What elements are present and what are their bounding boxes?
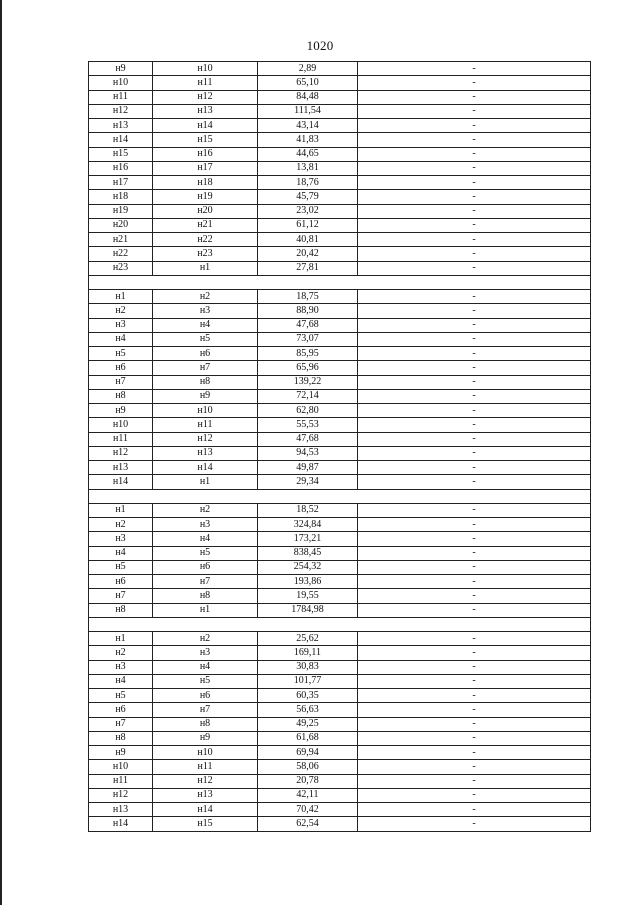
- length-cell: 18,75: [258, 290, 358, 304]
- point-to-cell: н6: [153, 689, 258, 703]
- point-from-cell: н2: [89, 518, 153, 532]
- length-cell: 49,87: [258, 461, 358, 475]
- point-to-cell: н15: [153, 133, 258, 147]
- note-cell: -: [358, 646, 591, 660]
- note-cell: -: [358, 304, 591, 318]
- point-from-cell: н7: [89, 717, 153, 731]
- page-left-border: [0, 0, 2, 905]
- length-cell: 20,78: [258, 774, 358, 788]
- table-row: [89, 247, 591, 261]
- length-cell: 169,11: [258, 646, 358, 660]
- point-to-cell: н1: [153, 475, 258, 489]
- point-from-cell: н14: [89, 475, 153, 489]
- table-row: [89, 760, 591, 774]
- length-cell: 44,65: [258, 147, 358, 161]
- table-row: [89, 632, 591, 646]
- note-cell: -: [358, 774, 591, 788]
- point-to-cell: н9: [153, 731, 258, 745]
- point-to-cell: н12: [153, 432, 258, 446]
- note-cell: -: [358, 404, 591, 418]
- table-row: [89, 646, 591, 660]
- note-cell: -: [358, 446, 591, 460]
- length-cell: 65,96: [258, 361, 358, 375]
- note-cell: -: [358, 290, 591, 304]
- point-to-cell: н6: [153, 347, 258, 361]
- table-row: [89, 318, 591, 332]
- table-row: [89, 774, 591, 788]
- point-to-cell: н4: [153, 318, 258, 332]
- table-row: [89, 689, 591, 703]
- point-to-cell: н7: [153, 575, 258, 589]
- point-to-cell: н21: [153, 218, 258, 232]
- table-row: [89, 746, 591, 760]
- length-cell: 29,34: [258, 475, 358, 489]
- point-to-cell: н1: [153, 261, 258, 275]
- point-to-cell: н14: [153, 803, 258, 817]
- length-cell: 2,89: [258, 62, 358, 76]
- point-from-cell: н4: [89, 674, 153, 688]
- length-cell: 47,68: [258, 318, 358, 332]
- point-to-cell: н14: [153, 119, 258, 133]
- note-cell: -: [358, 803, 591, 817]
- length-cell: 49,25: [258, 717, 358, 731]
- length-cell: 61,12: [258, 218, 358, 232]
- table-row: [89, 731, 591, 745]
- table-row: [89, 104, 591, 118]
- group-separator-row: [89, 489, 591, 503]
- point-to-cell: н5: [153, 332, 258, 346]
- point-from-cell: н9: [89, 404, 153, 418]
- point-from-cell: н2: [89, 304, 153, 318]
- point-from-cell: н5: [89, 347, 153, 361]
- group-separator-cell: [89, 489, 591, 503]
- point-from-cell: н3: [89, 532, 153, 546]
- point-to-cell: н14: [153, 461, 258, 475]
- length-cell: 65,10: [258, 76, 358, 90]
- table-row: [89, 389, 591, 403]
- note-cell: -: [358, 560, 591, 574]
- point-to-cell: н2: [153, 290, 258, 304]
- table-row: [89, 304, 591, 318]
- point-from-cell: н9: [89, 62, 153, 76]
- point-to-cell: н8: [153, 717, 258, 731]
- point-to-cell: н13: [153, 446, 258, 460]
- point-to-cell: н13: [153, 788, 258, 802]
- point-from-cell: н20: [89, 218, 153, 232]
- point-to-cell: н8: [153, 375, 258, 389]
- table-row: [89, 233, 591, 247]
- note-cell: -: [358, 603, 591, 617]
- table-row: [89, 204, 591, 218]
- point-from-cell: н6: [89, 361, 153, 375]
- table-row: [89, 532, 591, 546]
- point-to-cell: н11: [153, 76, 258, 90]
- length-cell: 62,80: [258, 404, 358, 418]
- note-cell: -: [358, 332, 591, 346]
- note-cell: -: [358, 247, 591, 261]
- point-from-cell: н4: [89, 332, 153, 346]
- length-cell: 58,06: [258, 760, 358, 774]
- point-to-cell: н7: [153, 361, 258, 375]
- note-cell: -: [358, 689, 591, 703]
- table-row: [89, 261, 591, 275]
- page-number: 1020: [306, 38, 334, 53]
- group-separator-cell: [89, 275, 591, 289]
- point-to-cell: н11: [153, 760, 258, 774]
- table-row: [89, 432, 591, 446]
- note-cell: -: [358, 347, 591, 361]
- length-cell: 70,42: [258, 803, 358, 817]
- point-from-cell: н12: [89, 788, 153, 802]
- point-to-cell: н1: [153, 603, 258, 617]
- note-cell: -: [358, 674, 591, 688]
- table-row: [89, 518, 591, 532]
- point-to-cell: н6: [153, 560, 258, 574]
- length-cell: 20,42: [258, 247, 358, 261]
- note-cell: -: [358, 218, 591, 232]
- point-from-cell: н1: [89, 632, 153, 646]
- length-cell: 30,83: [258, 660, 358, 674]
- point-to-cell: н3: [153, 304, 258, 318]
- note-cell: -: [358, 746, 591, 760]
- length-cell: 13,81: [258, 161, 358, 175]
- length-cell: 72,14: [258, 389, 358, 403]
- point-from-cell: н8: [89, 603, 153, 617]
- point-to-cell: н12: [153, 774, 258, 788]
- note-cell: -: [358, 62, 591, 76]
- group-separator-row: [89, 617, 591, 631]
- table-row: [89, 603, 591, 617]
- table-row: [89, 90, 591, 104]
- length-cell: 18,76: [258, 176, 358, 190]
- group-separator-row: [89, 275, 591, 289]
- boundary-segments-table: [88, 61, 591, 832]
- point-from-cell: н18: [89, 190, 153, 204]
- length-cell: 19,55: [258, 589, 358, 603]
- point-from-cell: н14: [89, 133, 153, 147]
- point-to-cell: н8: [153, 589, 258, 603]
- point-from-cell: н13: [89, 119, 153, 133]
- table-row: [89, 290, 591, 304]
- group-separator-cell: [89, 617, 591, 631]
- point-from-cell: н12: [89, 446, 153, 460]
- note-cell: -: [358, 133, 591, 147]
- length-cell: 23,02: [258, 204, 358, 218]
- note-cell: -: [358, 104, 591, 118]
- length-cell: 1784,98: [258, 603, 358, 617]
- point-from-cell: н10: [89, 760, 153, 774]
- point-from-cell: н10: [89, 76, 153, 90]
- note-cell: -: [358, 817, 591, 831]
- note-cell: -: [358, 204, 591, 218]
- table-row: [89, 76, 591, 90]
- length-cell: 41,83: [258, 133, 358, 147]
- note-cell: -: [358, 788, 591, 802]
- point-from-cell: н1: [89, 503, 153, 517]
- length-cell: 61,68: [258, 731, 358, 745]
- note-cell: -: [358, 119, 591, 133]
- length-cell: 94,53: [258, 446, 358, 460]
- length-cell: 173,21: [258, 532, 358, 546]
- point-from-cell: н11: [89, 90, 153, 104]
- length-cell: 193,86: [258, 575, 358, 589]
- table-row: [89, 147, 591, 161]
- point-to-cell: н12: [153, 90, 258, 104]
- note-cell: -: [358, 503, 591, 517]
- point-from-cell: н22: [89, 247, 153, 261]
- point-from-cell: н3: [89, 660, 153, 674]
- table-row: [89, 546, 591, 560]
- table-row: [89, 218, 591, 232]
- point-to-cell: н16: [153, 147, 258, 161]
- note-cell: -: [358, 361, 591, 375]
- table-row: [89, 62, 591, 76]
- point-to-cell: н3: [153, 518, 258, 532]
- point-from-cell: н5: [89, 560, 153, 574]
- point-from-cell: н7: [89, 375, 153, 389]
- note-cell: -: [358, 717, 591, 731]
- note-cell: -: [358, 760, 591, 774]
- length-cell: 101,77: [258, 674, 358, 688]
- point-from-cell: н16: [89, 161, 153, 175]
- note-cell: -: [358, 518, 591, 532]
- point-to-cell: н13: [153, 104, 258, 118]
- point-from-cell: н10: [89, 418, 153, 432]
- note-cell: -: [358, 261, 591, 275]
- table-row: [89, 674, 591, 688]
- note-cell: -: [358, 76, 591, 90]
- point-to-cell: н18: [153, 176, 258, 190]
- note-cell: -: [358, 389, 591, 403]
- length-cell: 69,94: [258, 746, 358, 760]
- point-to-cell: н10: [153, 404, 258, 418]
- point-from-cell: н12: [89, 104, 153, 118]
- note-cell: -: [358, 589, 591, 603]
- point-from-cell: н23: [89, 261, 153, 275]
- point-from-cell: н7: [89, 589, 153, 603]
- length-cell: 324,84: [258, 518, 358, 532]
- table-row: [89, 161, 591, 175]
- note-cell: -: [358, 375, 591, 389]
- note-cell: -: [358, 632, 591, 646]
- table-row: [89, 461, 591, 475]
- table-row: [89, 418, 591, 432]
- note-cell: -: [358, 176, 591, 190]
- point-to-cell: н5: [153, 546, 258, 560]
- note-cell: -: [358, 161, 591, 175]
- point-from-cell: н2: [89, 646, 153, 660]
- table-row: [89, 817, 591, 831]
- length-cell: 45,79: [258, 190, 358, 204]
- point-from-cell: н13: [89, 461, 153, 475]
- note-cell: -: [358, 575, 591, 589]
- point-from-cell: н4: [89, 546, 153, 560]
- point-to-cell: н17: [153, 161, 258, 175]
- table-row: [89, 503, 591, 517]
- point-from-cell: н11: [89, 774, 153, 788]
- table-row: [89, 560, 591, 574]
- table-row: [89, 788, 591, 802]
- point-from-cell: н11: [89, 432, 153, 446]
- note-cell: -: [358, 90, 591, 104]
- note-cell: -: [358, 461, 591, 475]
- point-to-cell: н4: [153, 660, 258, 674]
- point-to-cell: н11: [153, 418, 258, 432]
- table-row: [89, 717, 591, 731]
- length-cell: 40,81: [258, 233, 358, 247]
- point-from-cell: н6: [89, 703, 153, 717]
- table-row: [89, 332, 591, 346]
- length-cell: 60,35: [258, 689, 358, 703]
- point-to-cell: н2: [153, 632, 258, 646]
- point-to-cell: н5: [153, 674, 258, 688]
- table-row: [89, 176, 591, 190]
- note-cell: -: [358, 318, 591, 332]
- point-to-cell: н19: [153, 190, 258, 204]
- point-from-cell: н15: [89, 147, 153, 161]
- point-from-cell: н8: [89, 731, 153, 745]
- point-to-cell: н3: [153, 646, 258, 660]
- length-cell: 43,14: [258, 119, 358, 133]
- point-to-cell: н10: [153, 746, 258, 760]
- length-cell: 55,53: [258, 418, 358, 432]
- table-row: [89, 575, 591, 589]
- length-cell: 139,22: [258, 375, 358, 389]
- point-to-cell: н15: [153, 817, 258, 831]
- table-row: [89, 803, 591, 817]
- point-from-cell: н21: [89, 233, 153, 247]
- point-from-cell: н19: [89, 204, 153, 218]
- table-row: [89, 119, 591, 133]
- table-row: [89, 703, 591, 717]
- length-cell: 84,48: [258, 90, 358, 104]
- note-cell: -: [358, 147, 591, 161]
- table-row: [89, 361, 591, 375]
- note-cell: -: [358, 546, 591, 560]
- table-row: [89, 589, 591, 603]
- note-cell: -: [358, 532, 591, 546]
- point-from-cell: н8: [89, 389, 153, 403]
- note-cell: -: [358, 660, 591, 674]
- table-row: [89, 190, 591, 204]
- table-body: [89, 62, 591, 832]
- table-row: [89, 475, 591, 489]
- note-cell: -: [358, 432, 591, 446]
- length-cell: 56,63: [258, 703, 358, 717]
- point-to-cell: н22: [153, 233, 258, 247]
- point-from-cell: н17: [89, 176, 153, 190]
- length-cell: 254,32: [258, 560, 358, 574]
- point-from-cell: н3: [89, 318, 153, 332]
- point-from-cell: н13: [89, 803, 153, 817]
- note-cell: -: [358, 703, 591, 717]
- length-cell: 18,52: [258, 503, 358, 517]
- table-row: [89, 404, 591, 418]
- table-row: [89, 375, 591, 389]
- table-row: [89, 446, 591, 460]
- point-to-cell: н4: [153, 532, 258, 546]
- note-cell: -: [358, 731, 591, 745]
- point-to-cell: н2: [153, 503, 258, 517]
- length-cell: 85,95: [258, 347, 358, 361]
- point-from-cell: н1: [89, 290, 153, 304]
- point-from-cell: н14: [89, 817, 153, 831]
- point-from-cell: н9: [89, 746, 153, 760]
- point-to-cell: н20: [153, 204, 258, 218]
- length-cell: 25,62: [258, 632, 358, 646]
- note-cell: -: [358, 190, 591, 204]
- length-cell: 73,07: [258, 332, 358, 346]
- length-cell: 47,68: [258, 432, 358, 446]
- length-cell: 62,54: [258, 817, 358, 831]
- point-from-cell: н6: [89, 575, 153, 589]
- length-cell: 88,90: [258, 304, 358, 318]
- length-cell: 111,54: [258, 104, 358, 118]
- table-row: [89, 660, 591, 674]
- note-cell: -: [358, 418, 591, 432]
- table-row: [89, 347, 591, 361]
- point-to-cell: н9: [153, 389, 258, 403]
- point-from-cell: н5: [89, 689, 153, 703]
- length-cell: 838,45: [258, 546, 358, 560]
- point-to-cell: н10: [153, 62, 258, 76]
- length-cell: 27,81: [258, 261, 358, 275]
- note-cell: -: [358, 475, 591, 489]
- point-to-cell: н23: [153, 247, 258, 261]
- note-cell: -: [358, 233, 591, 247]
- length-cell: 42,11: [258, 788, 358, 802]
- point-to-cell: н7: [153, 703, 258, 717]
- table-row: [89, 133, 591, 147]
